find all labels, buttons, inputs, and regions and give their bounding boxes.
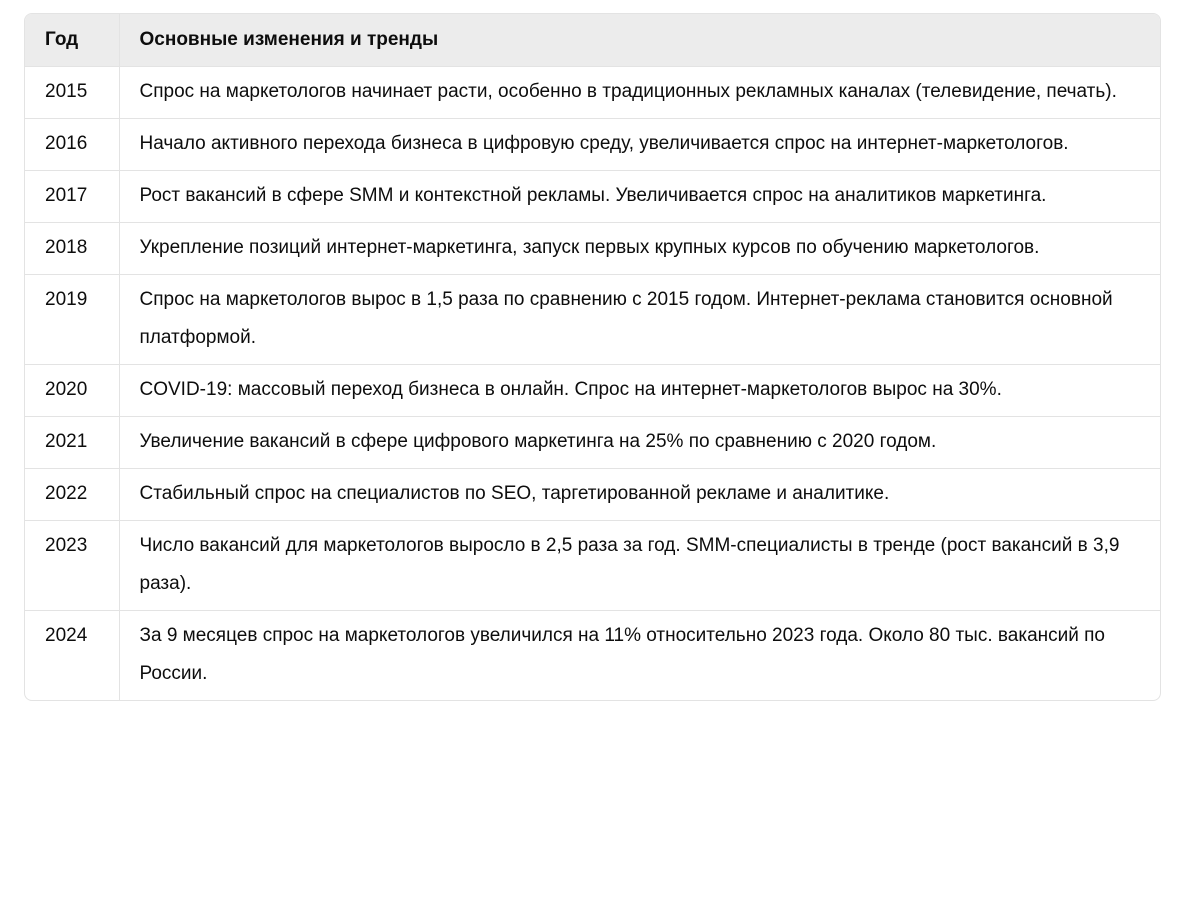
trend-cell: Укрепление позиций интернет-маркетинга, запуск первых крупных курсов по обучению маркетологов.	[119, 222, 1160, 274]
trend-cell: Спрос на маркетологов начинает расти, особенно в традиционных рекламных каналах (телевидение, печать).	[119, 66, 1160, 118]
year-cell: 2019	[25, 274, 119, 364]
trend-cell: COVID-19: массовый переход бизнеса в онлайн. Спрос на интернет-маркетологов вырос на 30%.	[119, 364, 1160, 416]
year-cell: 2020	[25, 364, 119, 416]
table-row	[25, 274, 1160, 364]
year-cell: 2024	[25, 610, 119, 700]
table-row	[25, 118, 1160, 170]
table-row	[25, 364, 1160, 416]
trend-cell: Увеличение вакансий в сфере цифрового маркетинга на 25% по сравнению с 2020 годом.	[119, 416, 1160, 468]
header-trends: Основные изменения и тренды	[119, 14, 1160, 66]
year-cell: 2022	[25, 468, 119, 520]
trend-cell: Начало активного перехода бизнеса в цифровую среду, увеличивается спрос на интернет-маркетологов.	[119, 118, 1160, 170]
year-cell: 2018	[25, 222, 119, 274]
table-row	[25, 610, 1160, 700]
table-header-row	[25, 14, 1160, 66]
year-cell: 2015	[25, 66, 119, 118]
year-cell: 2021	[25, 416, 119, 468]
header-year: Год	[25, 14, 119, 66]
year-cell: 2016	[25, 118, 119, 170]
trends-table	[25, 14, 1160, 700]
year-cell: 2023	[25, 520, 119, 610]
table-row	[25, 468, 1160, 520]
trend-cell: За 9 месяцев спрос на маркетологов увеличился на 11% относительно 2023 года. Около 80 тыс. вакансий по России.	[139, 624, 1105, 684]
table-row	[25, 170, 1160, 222]
year-cell: 2017	[25, 170, 119, 222]
table-row	[25, 520, 1160, 610]
trend-cell: Рост вакансий в сфере SMM и контекстной рекламы. Увеличивается спрос на аналитиков маркетинга.	[119, 170, 1160, 222]
trend-cell: Стабильный спрос на специалистов по SEO, таргетированной рекламе и аналитике.	[119, 468, 1160, 520]
table-row	[25, 416, 1160, 468]
table-row	[25, 66, 1160, 118]
trend-cell: Спрос на маркетологов вырос в 1,5 раза по сравнению с 2015 годом. Интернет-реклама становится основной платформой.	[119, 274, 1160, 364]
trend-cell: Число вакансий для маркетологов выросло в 2,5 раза за год. SMM-специалисты в тренде (рост вакансий в 3,9 раза).	[119, 520, 1160, 610]
table-row	[25, 222, 1160, 274]
trends-table-container	[24, 13, 1161, 701]
